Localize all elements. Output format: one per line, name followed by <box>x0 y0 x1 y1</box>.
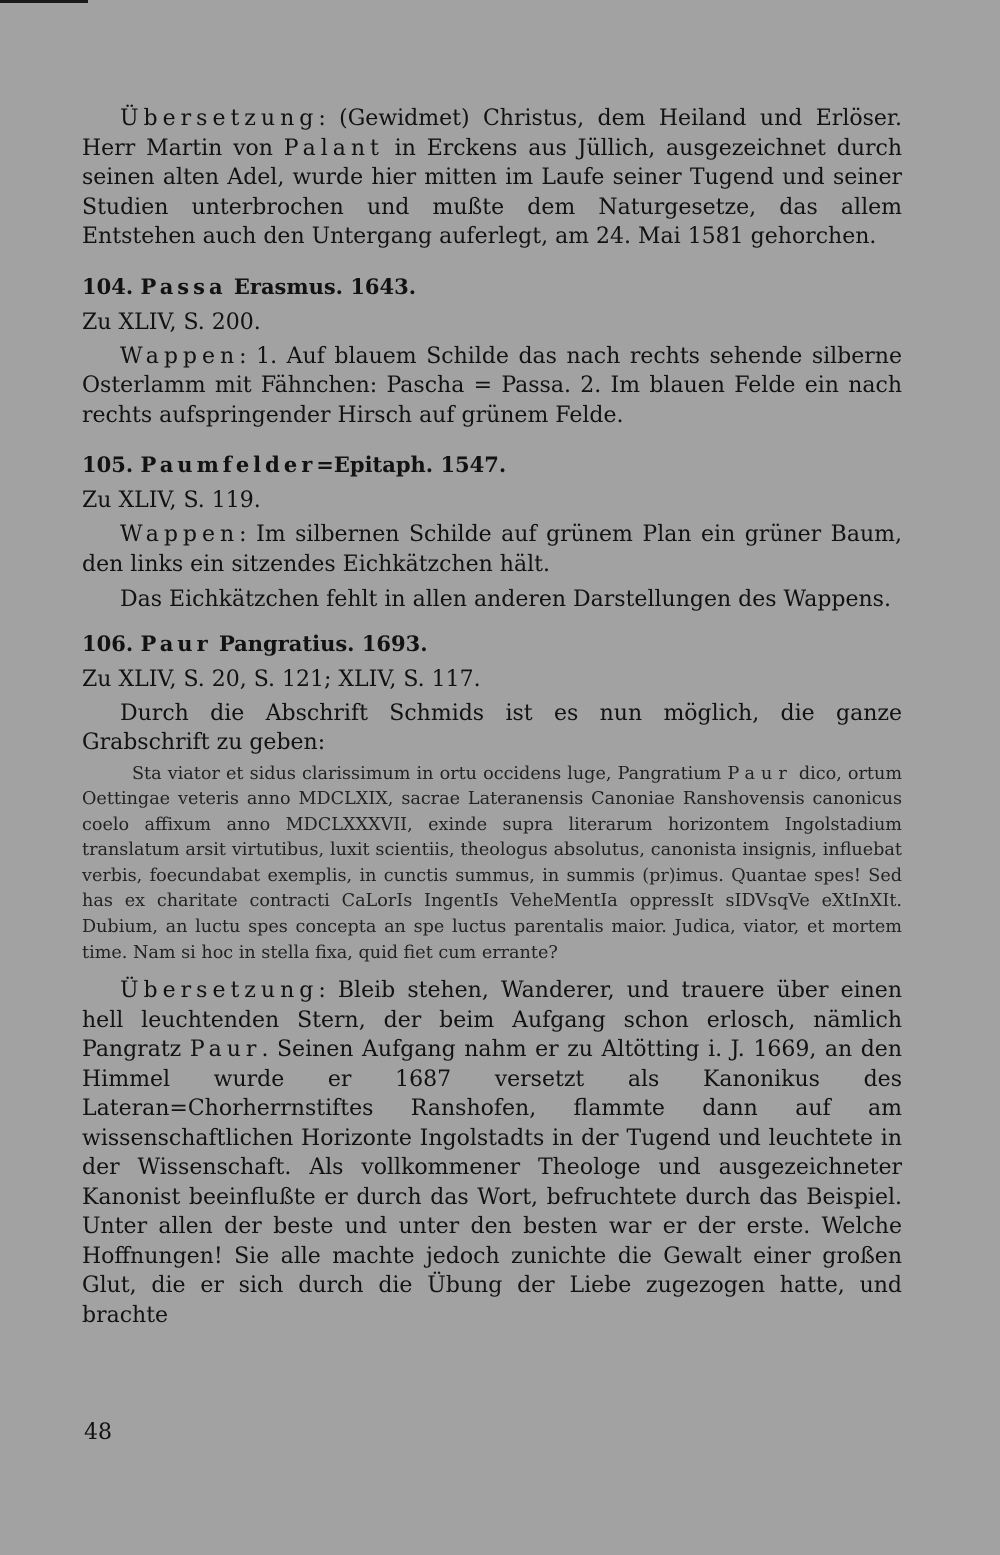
entry-104 <box>82 272 902 431</box>
coat-of-arms-label: Wappen <box>120 343 240 369</box>
entry-note: Das Eichkätzchen fehlt in allen anderen Darstellungen des Wappens. <box>120 587 891 612</box>
entry-reference: Zu XLIV, S. 20, S. 121; XLIV, S. 117. <box>82 666 481 692</box>
latin-epitaph <box>82 762 902 967</box>
translation-text-continued: . Seinen Aufgang nahm er zu Altötting i. J. 1669, an den Himmel wurde er 1687 versetzt als Kanonikus des Lateran=Chorherrnstiftes Ranshofen, flammte dann auf am wissenschaftlichen Horizonte Ingolstadts in der Tugend und leuchtete in der Wissenschaft. Als vollkommener Theologe und ausgezeichneter Kanonist beeinflußte er durch das Wort, befruchtete durch das Beispiel. Unter allen der beste und unter den besten war er der erste. Welche Hoffnungen! Sie alle machte jedoch zunichte die Gewalt einer großen Glut, die er sich durch die Übung der Liebe zugezogen hatte, und brachte <box>82 1037 902 1328</box>
translation-text-continued: in Erckens aus Jüllich, ausgezeichnet durch seinen alten Adel, wurde hier mitten im Laufe seiner Tugend und seiner Studien unterbrochen und mußte dem Naturgesetze, das allem Entstehen auch den Untergang auferlegt, am 24. Mai 1581 gehorchen. <box>82 135 902 249</box>
page-body <box>82 104 902 1330</box>
entry-number: 105. <box>82 452 134 477</box>
entry-reference: Zu XLIV, S. 119. <box>82 488 261 513</box>
latin-text-continued: dico, ortum Oettingae veteris anno MDCLXIX, sacrae Lateranensis Canoniae Ranshovensis canonicus coelo affixum anno MDCLXXXVII, exinde supra literarum horizontem Ingolstadium translatum arsit virtutibus, luxit scientiis, theologus absolutus, canonista insignis, influebat verbis, foecundabat exemplis, in cunctis summus, in summis (pr)imus. Quantae spes! Sed has ex charitate contracti CaLorIs IngentIs VeheMentIa oppressIt sIDVsqVe eXtInXIt. Dubium, an luctu spes concepta an spe luctus parentalis maior. Judica, viator, et mortem time. Nam si hoc in stella fixa, quid fiet cum errante? <box>82 763 903 963</box>
translation-label: Übersetzung <box>120 978 319 1004</box>
entry-year: 1643. <box>350 273 417 299</box>
entry-family-name: Paumfelder <box>140 452 317 477</box>
latin-family-name: Paur <box>727 763 793 784</box>
entry-family-name: Paur <box>140 630 212 656</box>
coat-of-arms-text: : 1. Auf blauem Schilde das nach rechts sehende silberne Osterlamm mit Fähnchen: Pascha = Passa. 2. Im blauen Felde ein nach rechts aufspringender Hirsch auf grünem Felde. <box>82 343 902 428</box>
family-name: Palant <box>283 135 384 161</box>
epitaph-intro: Durch die Abschrift Schmids ist es nun möglich, die ganze Grabschrift zu geben: <box>82 700 902 755</box>
intro-translation <box>82 104 902 252</box>
entry-family-name: Passa <box>140 273 227 299</box>
translation-label: Übersetzung <box>120 106 319 131</box>
corner-rule <box>0 0 88 3</box>
epitaph-translation <box>82 976 902 1330</box>
page-number: 48 <box>84 1420 112 1445</box>
entry-year: 1693. <box>361 630 428 656</box>
entry-106 <box>82 629 902 1331</box>
entry-number: 106. <box>82 630 134 656</box>
coat-of-arms-label: Wappen <box>120 522 240 547</box>
entry-year: 1547. <box>440 452 507 477</box>
entry-subject: Pangratius. <box>218 630 355 656</box>
entry-number: 104. <box>82 273 134 299</box>
entry-subject: Erasmus. <box>233 273 343 299</box>
entry-105 <box>82 450 902 615</box>
entry-subject: =Epitaph. <box>316 452 434 477</box>
coat-of-arms-description <box>82 520 902 579</box>
coat-of-arms-text: : Im silbernen Schilde auf grünem Plan ein grüner Baum, den links ein sitzendes Eichkätzchen hält. <box>82 522 902 577</box>
entry-reference: Zu XLIV, S. 200. <box>82 309 261 335</box>
entry-heading <box>82 272 902 302</box>
entry-heading <box>82 629 902 659</box>
translation-text: : Bleib stehen, Wanderer, und trauere über einen hell leuchtenden Stern, der beim Aufgang schon erlosch, nämlich Pangratz <box>82 978 902 1063</box>
entry-heading <box>82 450 902 480</box>
translation-text: : (Gewidmet) Christus, dem Heiland und Erlöser. Herr Martin von <box>82 106 902 161</box>
translation-family-name: Paur <box>189 1037 262 1063</box>
latin-text: Sta viator et sidus clarissimum in ortu occidens luge, Pangratium <box>132 763 728 784</box>
coat-of-arms-description <box>82 342 902 431</box>
